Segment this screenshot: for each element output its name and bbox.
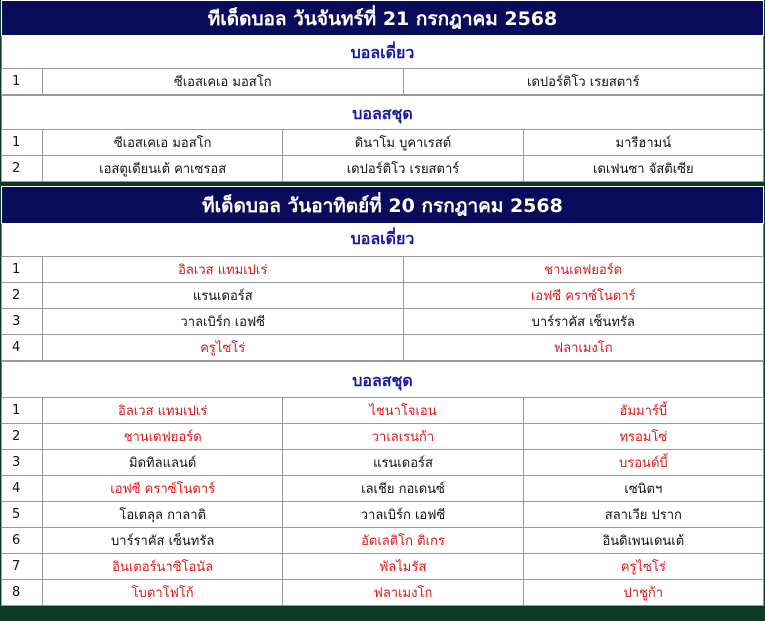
table-row — [2, 502, 764, 528]
table-row — [2, 130, 764, 156]
section-title-single: บอลเดี่ยว — [1, 224, 764, 256]
team-cell: แรนเดอร์ส — [43, 283, 404, 309]
row-number: 4 — [2, 335, 43, 361]
team-cell: วาลเบิร์ก เอฟซี — [283, 502, 523, 528]
table-row — [2, 424, 764, 450]
team-cell: มิดทิลแลนด์ — [43, 450, 283, 476]
table-row — [2, 398, 764, 424]
team-cell: ครูไซโร่ — [43, 335, 404, 361]
team-cell: ชานเดฟยอร์ด — [43, 424, 283, 450]
table-row — [2, 476, 764, 502]
table-row — [2, 335, 764, 361]
team-cell: ปาชูก้า — [523, 580, 763, 606]
row-number: 1 — [2, 257, 43, 283]
team-cell: เอฟซี คราซ์โนดาร์ — [403, 283, 764, 309]
team-cell: อินดิเพนเดนเต้ — [523, 528, 763, 554]
team-cell: ไชนาโจเอน — [283, 398, 523, 424]
row-number: 7 — [2, 554, 43, 580]
team-cell: เอสตูเดียนเต้ คาเซรอส — [43, 156, 283, 182]
team-cell: อิลเวส แทมเปเร่ — [43, 398, 283, 424]
table-row — [2, 528, 764, 554]
single-table — [1, 256, 764, 361]
table-row — [2, 283, 764, 309]
team-cell: ฮัมมาร์บี้ — [523, 398, 763, 424]
team-cell: เดเฟนซา จัสติเซีย — [523, 156, 763, 182]
row-number: 3 — [2, 309, 43, 335]
team-cell: เซนิตฯ — [523, 476, 763, 502]
table-row — [2, 580, 764, 606]
team-cell: ฟลาเมงโก — [403, 335, 764, 361]
row-number: 4 — [2, 476, 43, 502]
team-cell: เลเชีย กอเดนซ์ — [283, 476, 523, 502]
table-row — [2, 257, 764, 283]
team-cell: ซีเอสเคเอ มอสโก — [43, 69, 404, 95]
team-cell: ครูไซโร่ — [523, 554, 763, 580]
row-number: 2 — [2, 156, 43, 182]
table-row — [2, 554, 764, 580]
day-header: ทีเด็ดบอล วันจันทร์ที่ 21 กรกฎาคม 2568 — [1, 0, 764, 36]
row-number: 8 — [2, 580, 43, 606]
table-row — [2, 309, 764, 335]
row-number: 2 — [2, 424, 43, 450]
row-number: 6 — [2, 528, 43, 554]
day-header: ทีเด็ดบอล วันอาทิตย์ที่ 20 กรกฎาคม 2568 — [1, 186, 764, 224]
team-cell: เดปอร์ติโว เรยสตาร์ — [283, 156, 523, 182]
team-cell: อินเตอร์นาซิโอนัล — [43, 554, 283, 580]
team-cell: วาเลเรนก้า — [283, 424, 523, 450]
single-table — [1, 68, 764, 95]
team-cell: ดินาโม บูคาเรสต์ — [283, 130, 523, 156]
team-cell: บรอนด์บี้ — [523, 450, 763, 476]
team-cell: สลาเวีย ปราก — [523, 502, 763, 528]
team-cell: พัลไมรัส — [283, 554, 523, 580]
row-number: 2 — [2, 283, 43, 309]
team-cell: เอฟซี คราซ์โนดาร์ — [43, 476, 283, 502]
team-cell: มารีฮามน์ — [523, 130, 763, 156]
team-cell: ทรอมโซ่ — [523, 424, 763, 450]
row-number: 5 — [2, 502, 43, 528]
team-cell: ชานเดฟยอร์ด — [403, 257, 764, 283]
team-cell: เดปอร์ติโว เรยสตาร์ — [403, 69, 764, 95]
section-title-parlay: บอลสชุด — [1, 95, 764, 129]
row-number: 1 — [2, 69, 43, 95]
table-row — [2, 69, 764, 95]
tips-page — [1, 0, 764, 606]
table-row — [2, 156, 764, 182]
team-cell: ฟลาเมงโก — [283, 580, 523, 606]
team-cell: บาร์ราคัส เซ็นทรัล — [403, 309, 764, 335]
section-title-single: บอลเดี่ยว — [1, 36, 764, 68]
section-title-parlay: บอลสชุด — [1, 361, 764, 397]
row-number: 1 — [2, 398, 43, 424]
team-cell: โอเตลุล กาลาติ — [43, 502, 283, 528]
row-number: 1 — [2, 130, 43, 156]
table-row — [2, 450, 764, 476]
team-cell: บาร์ราคัส เซ็นทรัล — [43, 528, 283, 554]
team-cell: แรนเดอร์ส — [283, 450, 523, 476]
team-cell: โบตาโฟโก้ — [43, 580, 283, 606]
team-cell: ซีเอสเคเอ มอสโก — [43, 130, 283, 156]
row-number: 3 — [2, 450, 43, 476]
team-cell: อัตเลติโก ติเกร — [283, 528, 523, 554]
team-cell: วาลเบิร์ก เอฟซี — [43, 309, 404, 335]
parlay-table — [1, 397, 764, 606]
team-cell: อิลเวส แทมเปเร่ — [43, 257, 404, 283]
parlay-table — [1, 129, 764, 182]
